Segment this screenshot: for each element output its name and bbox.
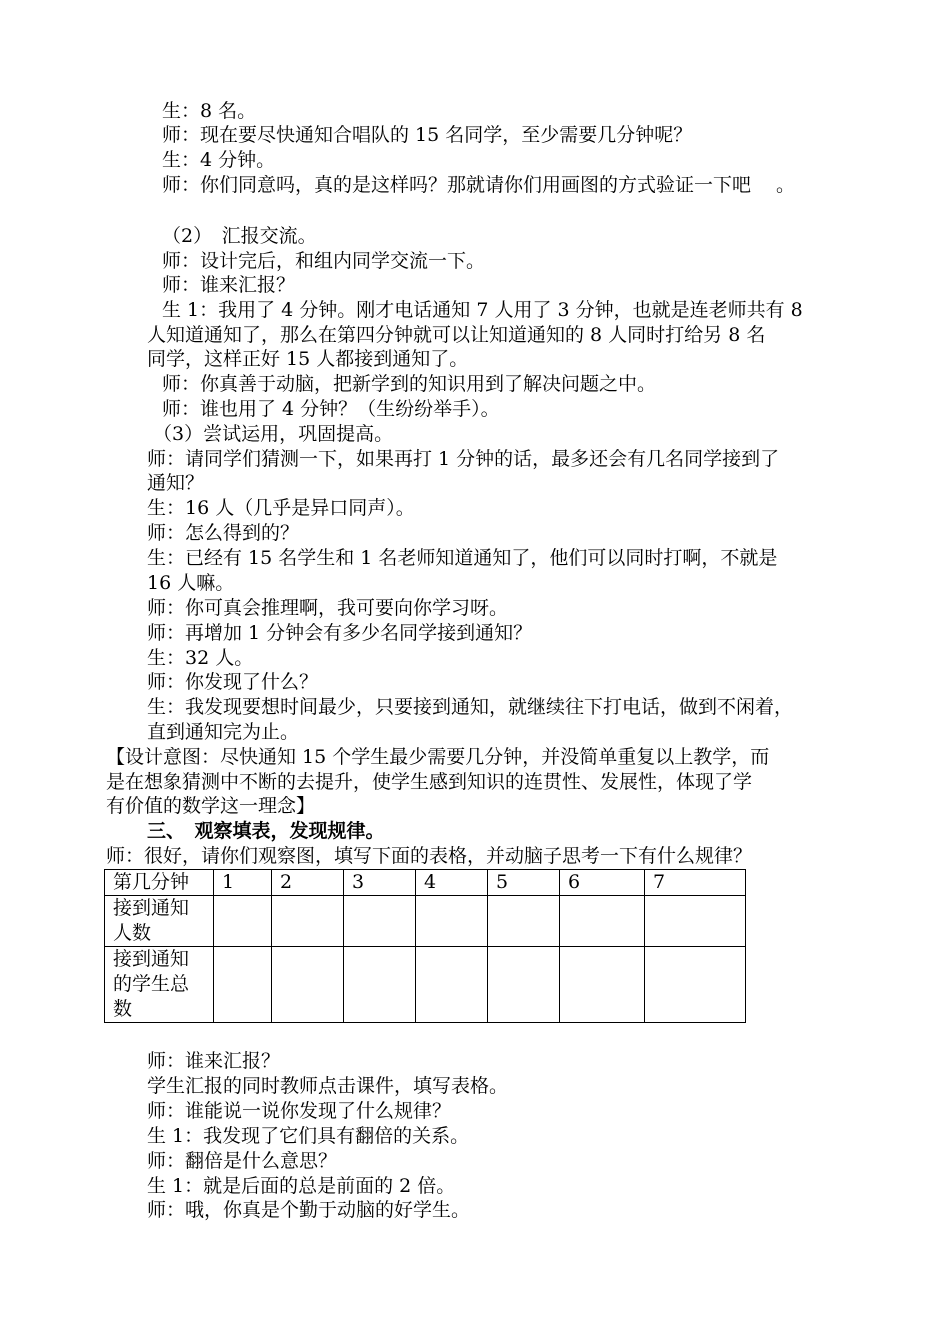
section-heading: 三、 观察填表，发现规律。 <box>147 820 385 842</box>
row-label-part: 接到通知 <box>113 948 190 970</box>
row-label-part: 数 <box>113 998 133 1020</box>
text-line: 师：谁来汇报？ <box>147 1050 281 1072</box>
text-line: 同学，这样正好 15 人都接到通知了。 <box>147 348 469 370</box>
text-line: 通知？ <box>147 472 205 494</box>
table-cell <box>488 896 560 947</box>
text-line: 师：哦，你真是个勤于动脑的好学生。 <box>147 1199 471 1221</box>
observation-table <box>104 869 746 1023</box>
text-line: 生 1：我发现了它们具有翻倍的关系。 <box>147 1125 470 1147</box>
text-line: 师：现在要尽快通知合唱队的 15 名同学，至少需要几分钟呢？ <box>162 124 693 146</box>
text-line: 师：翻倍是什么意思？ <box>147 1150 338 1172</box>
text-line: 生 1：就是后面的总是前面的 2 倍。 <box>147 1175 456 1197</box>
minute-header: 6 <box>560 870 645 896</box>
text-line: 师：谁来汇报？ <box>162 274 296 296</box>
minute-header: 5 <box>488 870 560 896</box>
table-row <box>105 896 746 947</box>
text-line: 师：谁能说一说你发现了什么规律？ <box>147 1100 452 1122</box>
minute-header: 4 <box>416 870 488 896</box>
text-line: 师：你发现了什么？ <box>147 671 319 693</box>
minute-header: 7 <box>645 870 746 896</box>
table-cell <box>416 896 488 947</box>
text-line: 生：我发现要想时间最少，只要接到通知，就继续往下打电话，做到不闲着， <box>147 696 794 718</box>
row-label-notified-count <box>105 896 214 947</box>
subsection-heading: （2） 汇报交流。 <box>162 225 317 247</box>
text-line: 人知道通知了，那么在第四分钟就可以让知道通知的 8 人同时打给另 8 名 <box>147 324 766 346</box>
table-cell <box>560 947 645 1023</box>
text-line: 师：请同学们猜测一下，如果再打 1 分钟的话，最多还会有几名同学接到了 <box>147 448 780 470</box>
table-cell <box>214 896 272 947</box>
design-intent-note: 是在想象猜测中不断的去提升，使学生感到知识的连贯性、发展性，体现了学 <box>106 771 753 793</box>
text-line: 师：设计完后，和组内同学交流一下。 <box>162 250 486 272</box>
row-label-part: 人数 <box>113 922 152 944</box>
minute-header: 1 <box>214 870 272 896</box>
table-cell <box>488 947 560 1023</box>
table-cell <box>645 947 746 1023</box>
table-row <box>105 947 746 1023</box>
table-cell <box>560 896 645 947</box>
text-line: 16 人嘛。 <box>147 572 235 594</box>
table-cell <box>272 947 344 1023</box>
design-intent-note: 有价值的数学这一理念】 <box>106 795 316 817</box>
table-header-row <box>105 870 746 896</box>
minute-header: 2 <box>272 870 344 896</box>
text-line: 师：你可真会推理啊，我可要向你学习呀。 <box>147 597 509 619</box>
text-line: 师：再增加 1 分钟会有多少名同学接到通知？ <box>147 622 533 644</box>
minute-header: 3 <box>344 870 416 896</box>
text-line: 学生汇报的同时教师点击课件，填写表格。 <box>147 1075 509 1097</box>
text-line: 师：很好，请你们观察图，填写下面的表格，并动脑子思考一下有什么规律？ <box>106 845 753 867</box>
text-line: 生：16 人（几乎是异口同声）。 <box>147 497 415 519</box>
table-header-label: 第几分钟 <box>105 870 214 896</box>
row-label-total-students <box>105 947 214 1023</box>
text-line: 师：谁也用了 4 分钟？（生纷纷举手）。 <box>162 398 500 420</box>
text-line: 生：4 分钟。 <box>162 149 276 171</box>
table-cell <box>214 947 272 1023</box>
table-cell <box>344 896 416 947</box>
table-cell <box>416 947 488 1023</box>
text-line: 师：你们同意吗，真的是这样吗？那就请你们用画图的方式验证一下吧 。 <box>162 174 796 196</box>
text-line: 师：怎么得到的？ <box>147 522 300 544</box>
text-line: 生：已经有 15 名学生和 1 名老师知道通知了，他们可以同时打啊，不就是 <box>147 547 778 569</box>
table-cell <box>645 896 746 947</box>
subsection-heading: （3）尝试运用，巩固提高。 <box>153 423 394 445</box>
text-line: 生 1：我用了 4 分钟。刚才电话通知 7 人用了 3 分钟，也就是连老师共有 8 <box>162 299 803 321</box>
table-cell <box>344 947 416 1023</box>
text-line: 直到通知完为止。 <box>147 721 300 743</box>
text-line: 生：32 人。 <box>147 647 254 669</box>
design-intent-note: 【设计意图：尽快通知 15 个学生最少需要几分钟，并没简单重复以上教学，而 <box>106 746 770 768</box>
row-label-part: 的学生总 <box>113 973 190 995</box>
text-line: 生：8 名。 <box>162 100 257 122</box>
table-cell <box>272 896 344 947</box>
row-label-part: 接到通知 <box>113 897 190 919</box>
text-line: 师：你真善于动脑，把新学到的知识用到了解决问题之中。 <box>162 373 657 395</box>
